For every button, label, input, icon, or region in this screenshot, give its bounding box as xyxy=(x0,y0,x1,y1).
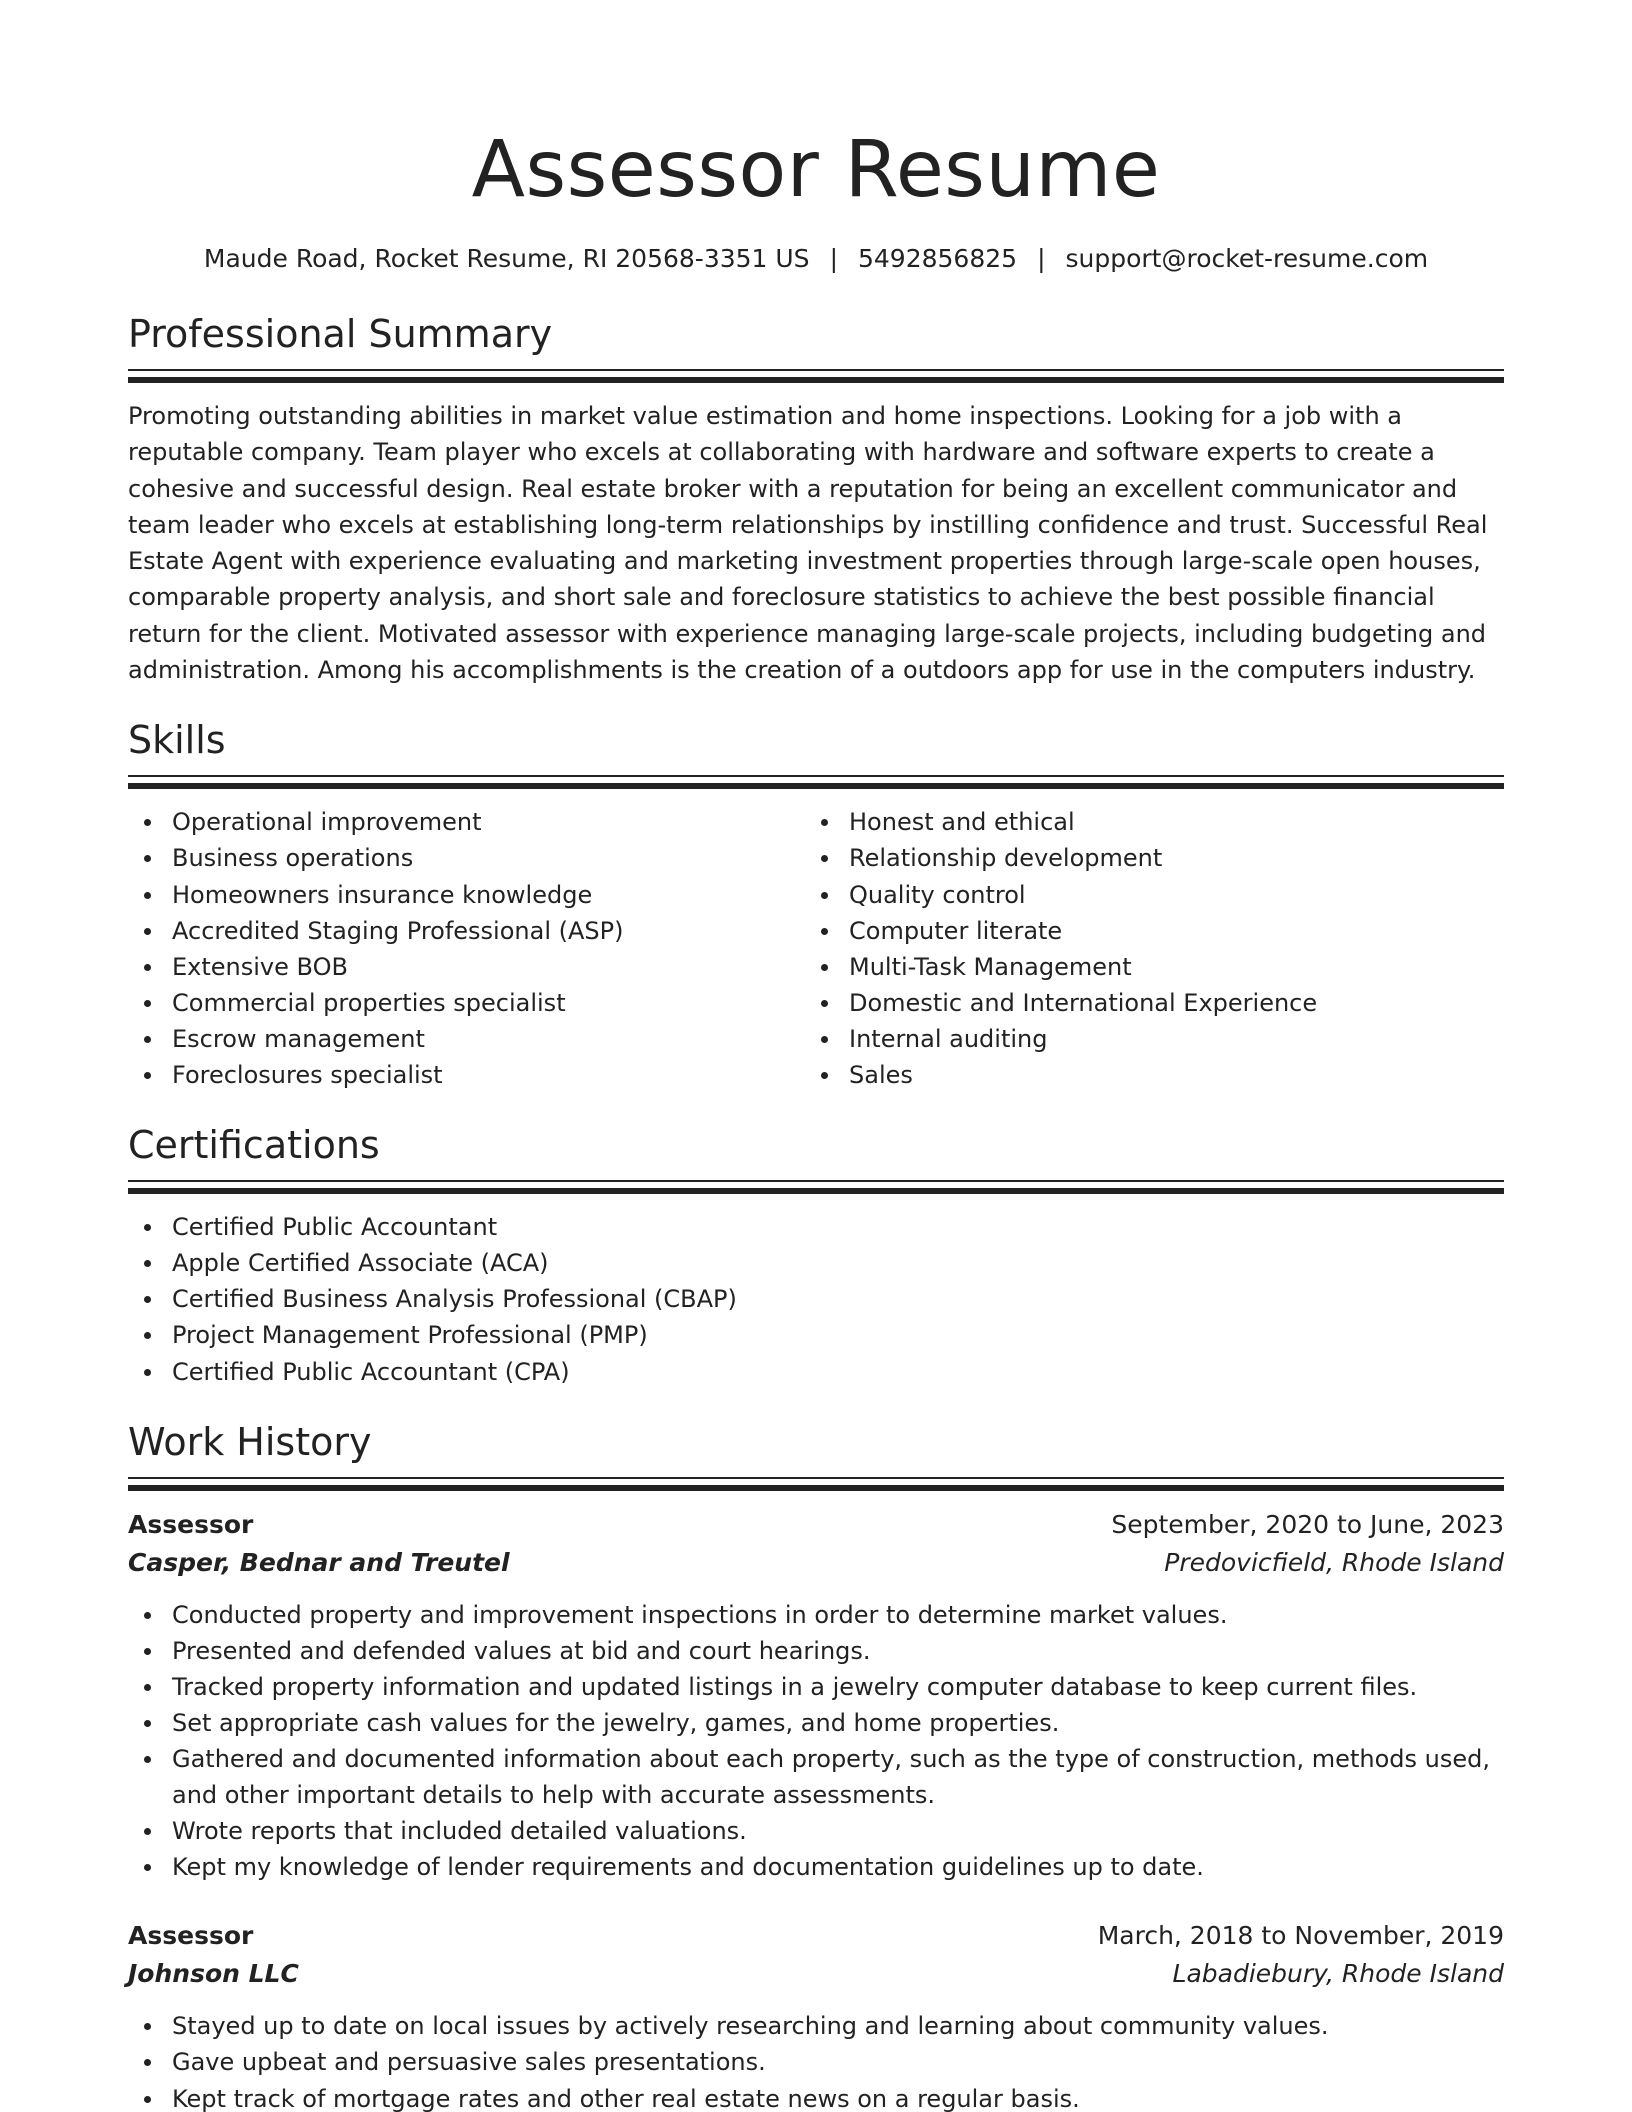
job-bullet: Tracked property information and updated listings in a jewelry computer database to keep current files. xyxy=(172,1669,1504,1705)
section-rule-thick xyxy=(128,783,1504,789)
skill-item: Commercial properties specialist xyxy=(172,985,805,1021)
skills-column-left xyxy=(128,804,805,1093)
job-title: Assessor xyxy=(128,1921,254,1951)
job-dates: March, 2018 to November, 2019 xyxy=(1097,1921,1504,1951)
certification-item: Apple Certified Associate (ACA) xyxy=(172,1245,1504,1281)
job-bullet: Presented and defended values at bid and court hearings. xyxy=(172,1633,1504,1669)
certifications-section xyxy=(128,1121,1504,1389)
certification-item: Project Management Professional (PMP) xyxy=(172,1317,1504,1353)
job-title: Assessor xyxy=(128,1509,254,1539)
section-heading-summary: Professional Summary xyxy=(128,312,553,356)
job-bullet: Gathered and documented information about each property, such as the type of construction, methods used, and other important details to help with accurate assessments. xyxy=(172,1741,1504,1813)
job-entry xyxy=(128,1917,1504,2112)
job-bullet: Set appropriate cash values for the jewelry, games, and home properties. xyxy=(172,1705,1504,1741)
page-title: Assessor Resume xyxy=(471,125,1161,215)
address: Maude Road, Rocket Resume, RI 20568-3351 US xyxy=(203,244,810,273)
section-heading-skills: Skills xyxy=(128,718,226,763)
job-company: Johnson LLC xyxy=(128,1959,299,1989)
job-dates: September, 2020 to June, 2023 xyxy=(1111,1509,1504,1539)
skills-column-right xyxy=(805,804,1482,1093)
skill-item: Multi-Task Management xyxy=(849,949,1482,985)
section-rule-thick xyxy=(128,1485,1504,1491)
job-bullet: Stayed up to date on local issues by actively researching and learning about community values. xyxy=(172,2008,1504,2044)
certification-item: Certified Public Accountant xyxy=(172,1209,1504,1245)
skill-item: Extensive BOB xyxy=(172,949,805,985)
skill-item: Accredited Staging Professional (ASP) xyxy=(172,913,805,949)
skill-item: Homeowners insurance knowledge xyxy=(172,877,805,913)
section-rule-thick xyxy=(128,1188,1504,1194)
job-bullet: Gave upbeat and persuasive sales presentations. xyxy=(172,2044,1504,2080)
job-entry xyxy=(128,1506,1504,1886)
skill-item: Sales xyxy=(849,1057,1482,1093)
skill-item: Business operations xyxy=(172,840,805,876)
job-bullet: Wrote reports that included detailed valuations. xyxy=(172,1813,1504,1849)
job-location: Predovicfield, Rhode Island xyxy=(1164,1547,1504,1577)
job-company: Casper, Bednar and Treutel xyxy=(128,1547,510,1577)
job-bullet: Kept track of mortgage rates and other real estate news on a regular basis. xyxy=(172,2081,1504,2112)
certification-item: Certified Public Accountant (CPA) xyxy=(172,1354,1504,1390)
section-rule xyxy=(128,775,1504,777)
contact-separator: | xyxy=(1037,244,1046,273)
section-heading-work-history: Work History xyxy=(128,1419,372,1464)
section-rule-thick xyxy=(128,377,1504,383)
work-history-section xyxy=(128,1418,1504,2112)
job-location: Labadiebury, Rhode Island xyxy=(1172,1959,1504,1989)
section-heading-certifications: Certifications xyxy=(128,1123,380,1168)
job-bullet: Kept my knowledge of lender requirements and documentation guidelines up to date. xyxy=(172,1849,1504,1885)
skill-item: Computer literate xyxy=(849,913,1482,949)
skill-item: Relationship development xyxy=(849,840,1482,876)
phone: 5492856825 xyxy=(858,244,1018,273)
skills-section xyxy=(128,716,1504,1093)
skill-item: Foreclosures specialist xyxy=(172,1057,805,1093)
summary-text: Promoting outstanding abilities in market value estimation and home inspections. Looking for a job with a reputable company. Team player who excels at collaborating with hardware and software experts to create a cohesive and successful design. Real estate broker with a reputation for being an excellent communicator and team leader who excels at establishing long-term relationships by instilling confidence and trust. Successful Real Estate Agent with experience evaluating and marketing investment properties through large-scale open houses, comparable property analysis, and short sale and foreclosure statistics to achieve the best possible financial return for the client. Motivated assessor with experience managing large-scale projects, including budgeting and administration. Among his accomplishments is the creation of a outdoors app for use in the computers industry. xyxy=(128,402,1488,685)
section-rule xyxy=(128,1180,1504,1182)
certification-item: Certified Business Analysis Professional (CBAP) xyxy=(172,1281,1504,1317)
skills-grid xyxy=(128,804,1504,1093)
contact-line xyxy=(128,242,1504,276)
email: support@rocket-resume.com xyxy=(1065,244,1429,273)
summary-section xyxy=(128,310,1504,688)
contact-separator: | xyxy=(829,244,838,273)
job-bullet: Conducted property and improvement inspections in order to determine market values. xyxy=(172,1597,1504,1633)
skill-item: Operational improvement xyxy=(172,804,805,840)
skill-item: Honest and ethical xyxy=(849,804,1482,840)
skill-item: Internal auditing xyxy=(849,1021,1482,1057)
skill-item: Domestic and International Experience xyxy=(849,985,1482,1021)
skill-item: Escrow management xyxy=(172,1021,805,1057)
section-rule xyxy=(128,1477,1504,1479)
section-rule xyxy=(128,369,1504,371)
skill-item: Quality control xyxy=(849,877,1482,913)
